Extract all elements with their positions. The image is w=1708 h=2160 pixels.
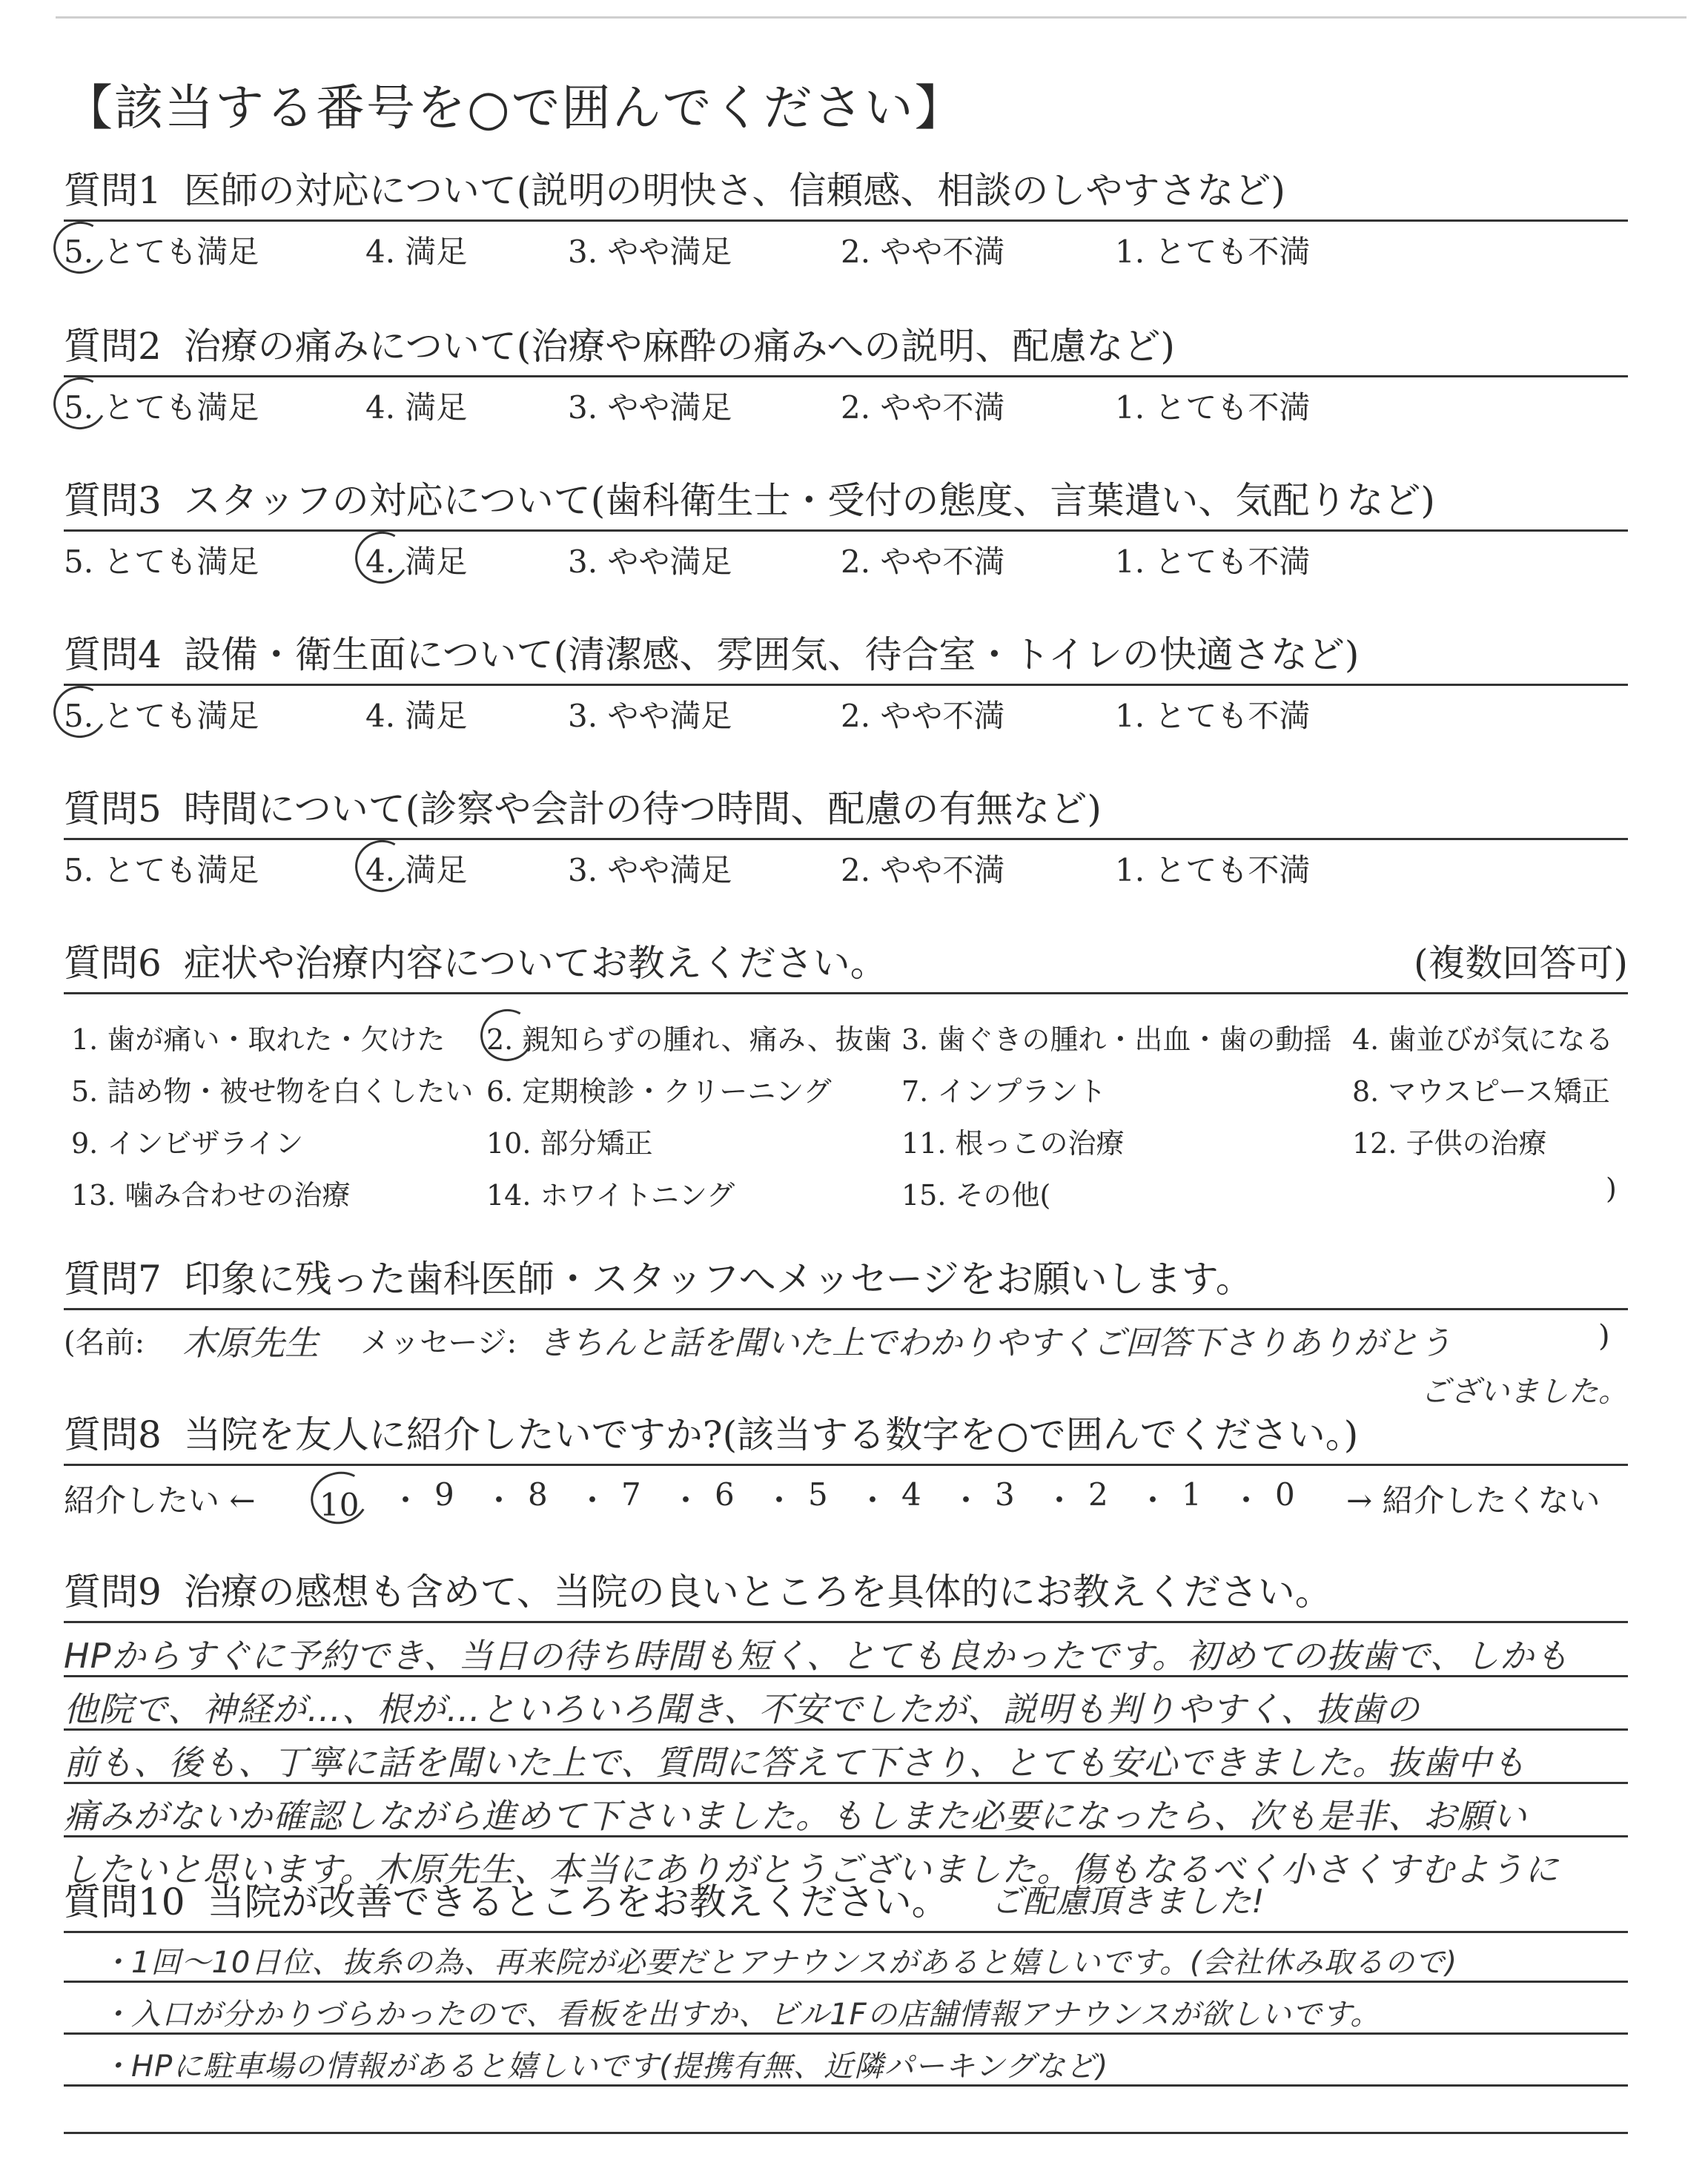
option-2[interactable]: 2. やや不満 [841, 544, 1005, 580]
question-number: 質問8 [64, 1413, 162, 1456]
question-text: 設備・衛生面について(清潔感、雰囲気、待合室・トイレの快適さなど) [183, 633, 1360, 676]
scale-dot: ・ [857, 1482, 889, 1519]
option-1[interactable]: 1. とても不満 [1115, 389, 1311, 426]
scale-dot: ・ [1137, 1482, 1169, 1519]
option-5[interactable]: 5. とても満足 [64, 383, 259, 428]
name-value[interactable]: 木原先生 [182, 1323, 319, 1363]
scale-dot: ・ [1231, 1482, 1262, 1519]
question-text: 当院を友人に紹介したいですか?(該当する数字を○で囲んでください。) [183, 1413, 1359, 1456]
recommend-scale: 紹介したい ← 10 ・ 9 ・ 8 ・ 7 ・ 6 ・ 5 ・ 4 ・ 3 ・ 2 ・ 1 ・ 0 → 紹介したくない [64, 1466, 1628, 1525]
symptom-14[interactable]: 14. ホワイトニング [486, 1179, 735, 1212]
option-5[interactable]: 5. とても満足 [64, 544, 259, 580]
question-number: 質問5 [64, 787, 162, 830]
scale-7[interactable]: 7 [621, 1476, 641, 1513]
question-text: 印象に残った歯科医師・スタッフへメッセージをお願いします。 [183, 1258, 1253, 1301]
option-5[interactable]: 5. とても満足 [64, 852, 259, 888]
message-label: メッセージ: [360, 1326, 517, 1360]
scale-5[interactable]: 5 [808, 1476, 828, 1513]
question-number: 質問2 [64, 325, 162, 368]
question-5 [64, 783, 1628, 892]
scale-dot: ・ [483, 1482, 515, 1519]
symptom-13[interactable]: 13. 噛み合わせの治療 [71, 1179, 351, 1212]
scale-9[interactable]: 9 [434, 1476, 454, 1513]
question-1 [64, 165, 1628, 274]
question-number: 質問4 [64, 633, 162, 676]
answer-line-2: 他院で、神経が…、根が…といろいろ聞き、不安でしたが、説明も判りやすく、抜歯の [64, 1689, 1420, 1729]
question-text: 医師の対応について(説明の明快さ、信頼感、相談のしやすさなど) [183, 169, 1285, 212]
option-5[interactable]: 5. とても満足 [64, 228, 259, 272]
page-title: 【該当する番号を○で囲んでください】 [64, 79, 965, 136]
question-4 [64, 629, 1628, 738]
answer-area[interactable] [64, 1623, 1628, 1890]
answer-line-3: 前も、後も、丁寧に話を聞いた上で、質問に答えて下さり、とても安心できました。抜歯中も [64, 1743, 1527, 1783]
option-5[interactable]: 5. とても満足 [64, 692, 259, 736]
option-1[interactable]: 1. とても不満 [1115, 852, 1311, 888]
symptom-3[interactable]: 3. 歯ぐきの腫れ・出血・歯の動揺 [901, 1023, 1332, 1056]
selected-circle [349, 526, 414, 589]
symptom-7[interactable]: 7. インプラント [901, 1075, 1107, 1108]
multiple-answers-note: (複数回答可) [1413, 942, 1628, 985]
symptom-15[interactable]: 15. その他( [901, 1179, 1051, 1212]
question-7 [64, 1253, 1628, 1409]
scale-dot: ・ [1044, 1482, 1076, 1519]
question-8 [64, 1409, 1628, 1525]
scale-dot: ・ [670, 1482, 702, 1519]
scale-dot: ・ [950, 1482, 982, 1519]
scale-6[interactable]: 6 [715, 1476, 735, 1513]
answer-line-4: 痛みがないか確認しながら進めて下さいました。もしまた必要になったら、次も是非、お願い [64, 1796, 1527, 1836]
question-text: 時間について(診察や会計の待つ時間、配慮の有無など) [183, 787, 1102, 830]
question-number: 質問1 [64, 169, 162, 212]
option-3[interactable]: 3. やや満足 [568, 544, 732, 580]
question-number: 質問7 [64, 1258, 162, 1301]
rating-options [64, 222, 1628, 274]
answer-area[interactable] [64, 1933, 1628, 2133]
selected-circle [349, 834, 414, 898]
symptom-5[interactable]: 5. 詰め物・被せ物を白くしたい [71, 1075, 474, 1108]
symptom-6[interactable]: 6. 定期検診・クリーニング [486, 1075, 832, 1108]
selected-circle [47, 216, 113, 280]
option-4[interactable]: 4. 満足 [365, 234, 468, 270]
symptom-2[interactable]: 2. 親知らずの腫れ、痛み、抜歯 [486, 1017, 892, 1057]
message-value[interactable]: きちんと話を聞いた上でわかりやすくご回答下さりありがとう [538, 1324, 1452, 1362]
selected-circle [47, 680, 113, 744]
scale-2[interactable]: 2 [1088, 1476, 1108, 1513]
option-2[interactable]: 2. やや不満 [841, 852, 1005, 888]
message-value-cont[interactable]: ございました。 [1420, 1375, 1628, 1409]
top-border [56, 16, 1687, 19]
answer-line-1: HPからすぐに予約でき、当日の待ち時間も短く、とても良かったです。初めての抜歯で、しかも [64, 1636, 1569, 1676]
scale-right-label: → 紹介したくない [1346, 1482, 1601, 1519]
question-text: 治療の痛みについて(治療や麻酔の痛みへの説明、配慮など) [183, 325, 1175, 368]
symptom-10[interactable]: 10. 部分矯正 [486, 1127, 653, 1160]
symptom-9[interactable]: 9. インビザライン [71, 1127, 304, 1160]
question-text: 治療の感想も含めて、当院の良いところを具体的にお教えください。 [183, 1571, 1332, 1614]
question-2 [64, 320, 1628, 429]
question-number: 質問10 [64, 1880, 185, 1923]
message-close: ) [1598, 1319, 1610, 1353]
symptom-12[interactable]: 12. 子供の治療 [1352, 1127, 1547, 1160]
answer-line-5: したいと思います。木原先生、本当にありがとうございました。傷もなるべく小さくすむように [64, 1849, 1560, 1889]
question-number: 質問9 [64, 1571, 162, 1614]
selected-circle [47, 371, 113, 435]
option-2[interactable]: 2. やや不満 [841, 234, 1005, 270]
name-label: (名前: [64, 1326, 145, 1360]
rating-options [64, 377, 1628, 429]
option-4[interactable]: 4. 満足 [365, 538, 467, 582]
question-9 [64, 1566, 1628, 1892]
question-10 [64, 1876, 1628, 2143]
question-3 [64, 475, 1628, 584]
option-1[interactable]: 1. とても不満 [1115, 234, 1311, 270]
rating-options [64, 840, 1628, 892]
option-3[interactable]: 3. やや満足 [568, 234, 732, 270]
rating-options [64, 532, 1628, 584]
question-6 [64, 937, 1628, 1212]
option-2[interactable]: 2. やや不満 [841, 389, 1005, 426]
option-3[interactable]: 3. やや満足 [568, 698, 732, 734]
scale-8[interactable]: 8 [528, 1476, 548, 1513]
option-4[interactable]: 4. 満足 [365, 389, 468, 426]
scale-dot: ・ [764, 1482, 795, 1519]
symptom-8[interactable]: 8. マウスピース矯正 [1352, 1075, 1610, 1108]
option-3[interactable]: 3. やや満足 [568, 852, 732, 888]
question-text: 症状や治療内容についてお教えください。 [183, 942, 887, 985]
option-3[interactable]: 3. やや満足 [568, 389, 732, 426]
scale-1[interactable]: 1 [1182, 1476, 1202, 1513]
option-1[interactable]: 1. とても不満 [1115, 544, 1311, 580]
improvement-3: ・HPに駐車場の情報があると嬉しいです(提携有無、近隣パーキングなど) [101, 2050, 1109, 2084]
symptom-1[interactable]: 1. 歯が痛い・取れた・欠けた [71, 1023, 446, 1056]
question-text: 当院が改善できるところをお教えください。 [207, 1880, 949, 1923]
selected-circle [474, 1003, 540, 1067]
scale-0[interactable]: 0 [1275, 1476, 1295, 1513]
rating-options [64, 686, 1628, 738]
answer-line [64, 2132, 1628, 2134]
q9-answer-continued: ご配慮頂きました! [990, 1883, 1265, 1920]
question-text: スタッフの対応について(歯科衛生士・受付の態度、言葉遣い、気配りなど) [183, 479, 1435, 522]
symptom-11[interactable]: 11. 根っこの治療 [901, 1127, 1125, 1160]
option-4[interactable]: 4. 満足 [365, 698, 468, 734]
option-4[interactable]: 4. 満足 [365, 846, 467, 891]
symptom-15-close: ) [1606, 1172, 1617, 1205]
question-number: 質問3 [64, 479, 162, 522]
message-area [64, 1310, 1628, 1409]
scale-4[interactable]: 4 [901, 1476, 921, 1513]
scale-3[interactable]: 3 [995, 1476, 1015, 1513]
symptom-4[interactable]: 4. 歯並びが気になる [1352, 1023, 1614, 1056]
improvement-2: ・入口が分かりづらかったので、看板を出すか、ビル1Fの店舗情報アナウンスが欲しいです。 [101, 1998, 1381, 2032]
option-2[interactable]: 2. やや不満 [841, 698, 1005, 734]
question-number: 質問6 [64, 942, 162, 985]
scale-left-label: 紹介したい ← [64, 1482, 256, 1519]
option-1[interactable]: 1. とても不満 [1115, 698, 1311, 734]
scale-dot: ・ [390, 1482, 422, 1519]
scale-dot: ・ [577, 1482, 609, 1519]
improvement-1: ・1回～10日位、抜糸の為、再来院が必要だとアナウンスがあると嬉しいです。(会社休み取るので) [101, 1946, 1458, 1980]
symptom-options [64, 994, 1628, 1212]
